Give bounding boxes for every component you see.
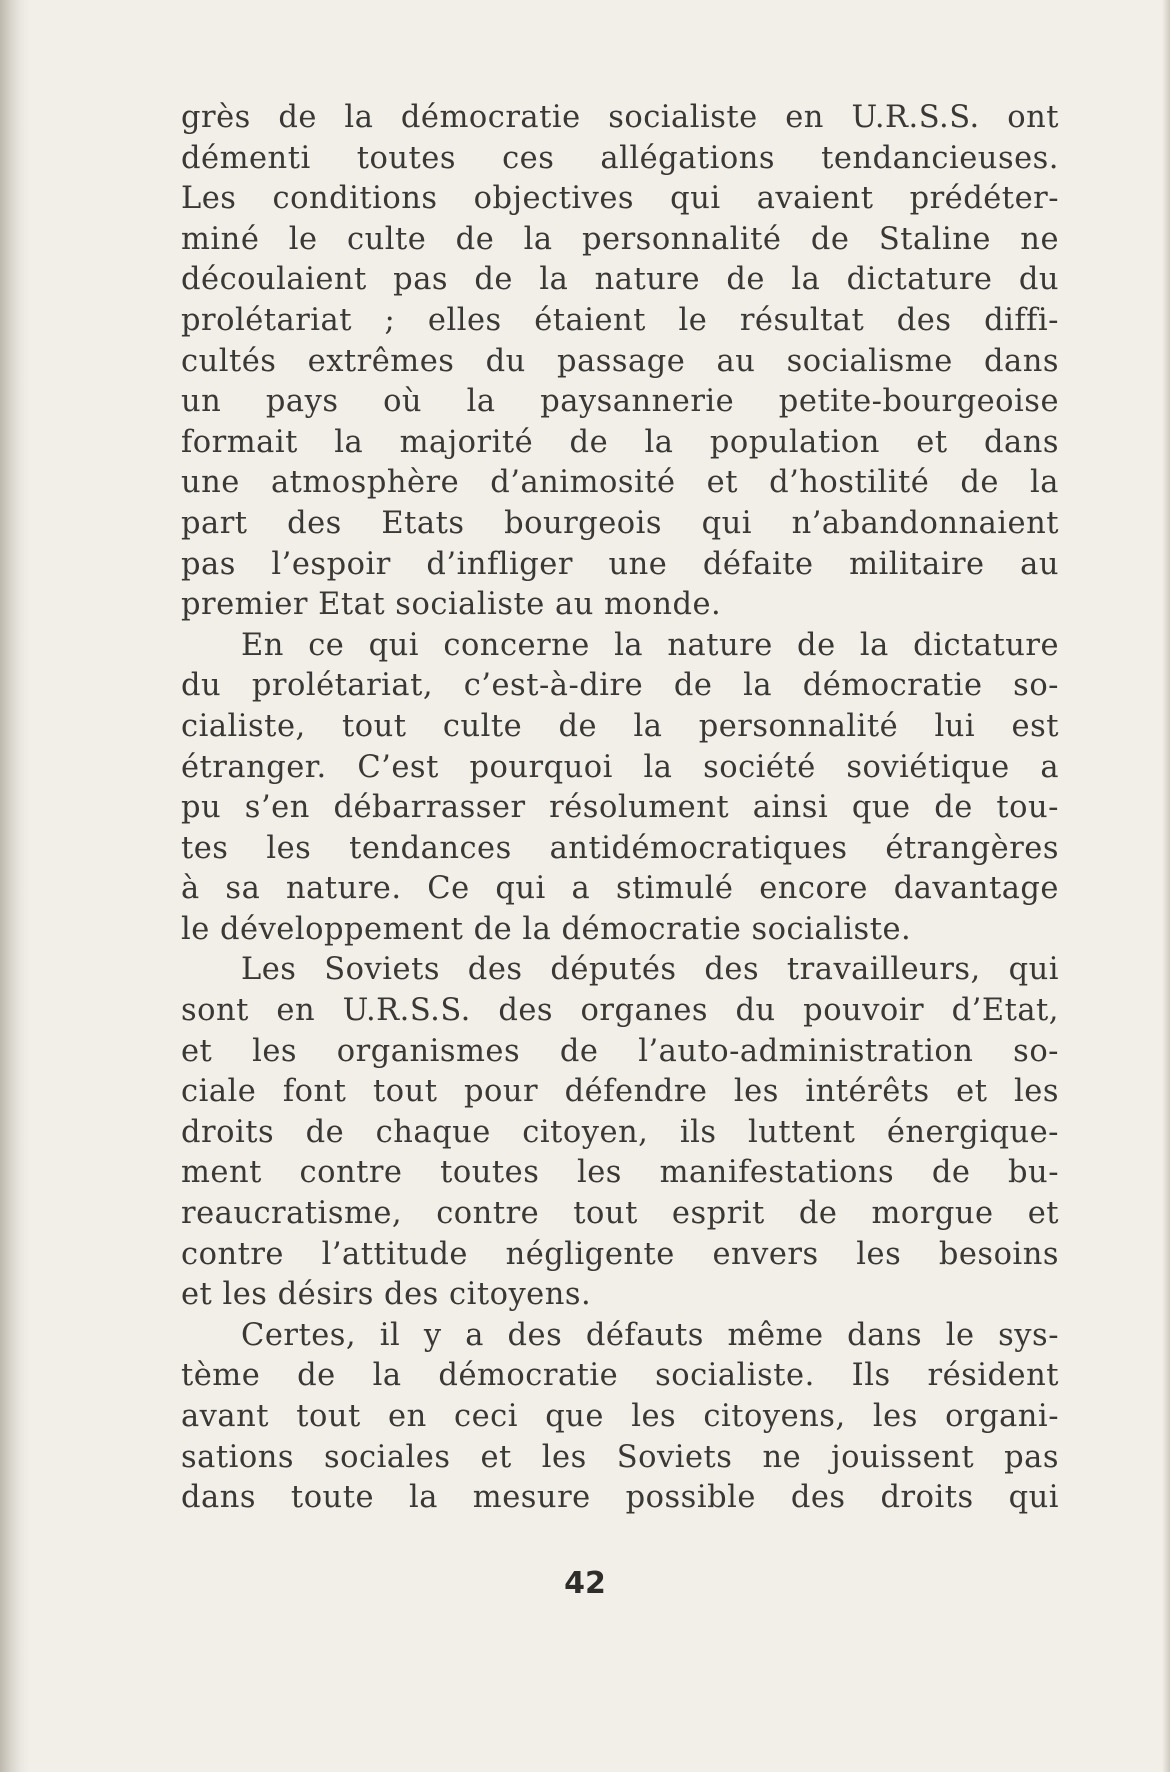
text-line: pu s’en débarrasser résolument ainsi que de tou- <box>181 790 1059 826</box>
text-line: et les organismes de l’auto-administration so- <box>181 1033 1059 1069</box>
text-line: grès de la démocratie socialiste en U.R.S.S. ont <box>181 100 1059 135</box>
text-line: étranger. C’est pourquoi la société soviétique a <box>181 749 1059 785</box>
text-line: ment contre toutes les manifestations de bu- <box>181 1155 1059 1191</box>
text-line: Les conditions objectives qui avaient prédéter- <box>181 181 1059 217</box>
body-text <box>181 98 1059 1519</box>
text-line: et les désirs des citoyens. <box>181 1277 592 1313</box>
text-line: Certes, il y a des défauts même dans le sys- <box>241 1317 1059 1353</box>
text-line: le développement de la démocratie socialiste. <box>181 911 912 947</box>
text-line: Les Soviets des députés des travailleurs, qui <box>241 952 1059 988</box>
text-line: du prolétariat, c’est-à-dire de la démocratie so- <box>181 668 1059 704</box>
text-line: cultés extrêmes du passage au socialisme dans <box>181 343 1059 379</box>
text-line: démenti toutes ces allégations tendancieuses. <box>181 140 1059 176</box>
page-number: 42 <box>564 1566 606 1601</box>
text-line: cialiste, tout culte de la personnalité lui est <box>181 708 1059 744</box>
binding-shadow <box>0 0 30 1772</box>
text-line: à sa nature. Ce qui a stimulé encore davantage <box>181 871 1059 907</box>
text-line: sations sociales et les Soviets ne jouissent pas <box>181 1439 1059 1475</box>
text-line: En ce qui concerne la nature de la dictature <box>241 627 1059 663</box>
text-line: reaucratisme, contre tout esprit de morgue et <box>181 1196 1059 1232</box>
text-line: tème de la démocratie socialiste. Ils résident <box>181 1358 1059 1394</box>
text-line: découlaient pas de la nature de la dictature du <box>181 262 1059 298</box>
text-line: prolétariat ; elles étaient le résultat des diffi- <box>181 302 1059 338</box>
text-line: un pays où la paysannerie petite-bourgeoise <box>181 384 1059 420</box>
text-line: sont en U.R.S.S. des organes du pouvoir d’Etat, <box>181 993 1059 1029</box>
text-line: contre l’attitude négligente envers les besoins <box>181 1236 1059 1272</box>
text-line: part des Etats bourgeois qui n’abandonnaient <box>181 505 1059 541</box>
text-line: une atmosphère d’animosité et d’hostilité de la <box>181 465 1059 501</box>
text-line: droits de chaque citoyen, ils luttent énergique- <box>181 1114 1059 1150</box>
text-line: premier Etat socialiste au monde. <box>181 587 722 623</box>
text-line: ciale font tout pour défendre les intérêts et les <box>181 1074 1059 1110</box>
page-edge-shadow <box>1162 0 1170 1772</box>
text-line: tes les tendances antidémocratiques étrangères <box>181 830 1059 866</box>
text-line: pas l’espoir d’infliger une défaite militaire au <box>181 546 1059 582</box>
text-line: dans toute la mesure possible des droits qui <box>181 1480 1059 1516</box>
text-line: miné le culte de la personnalité de Staline ne <box>181 221 1059 257</box>
text-line: formait la majorité de la population et dans <box>181 424 1059 460</box>
text-line: avant tout en ceci que les citoyens, les organi- <box>181 1399 1059 1434</box>
